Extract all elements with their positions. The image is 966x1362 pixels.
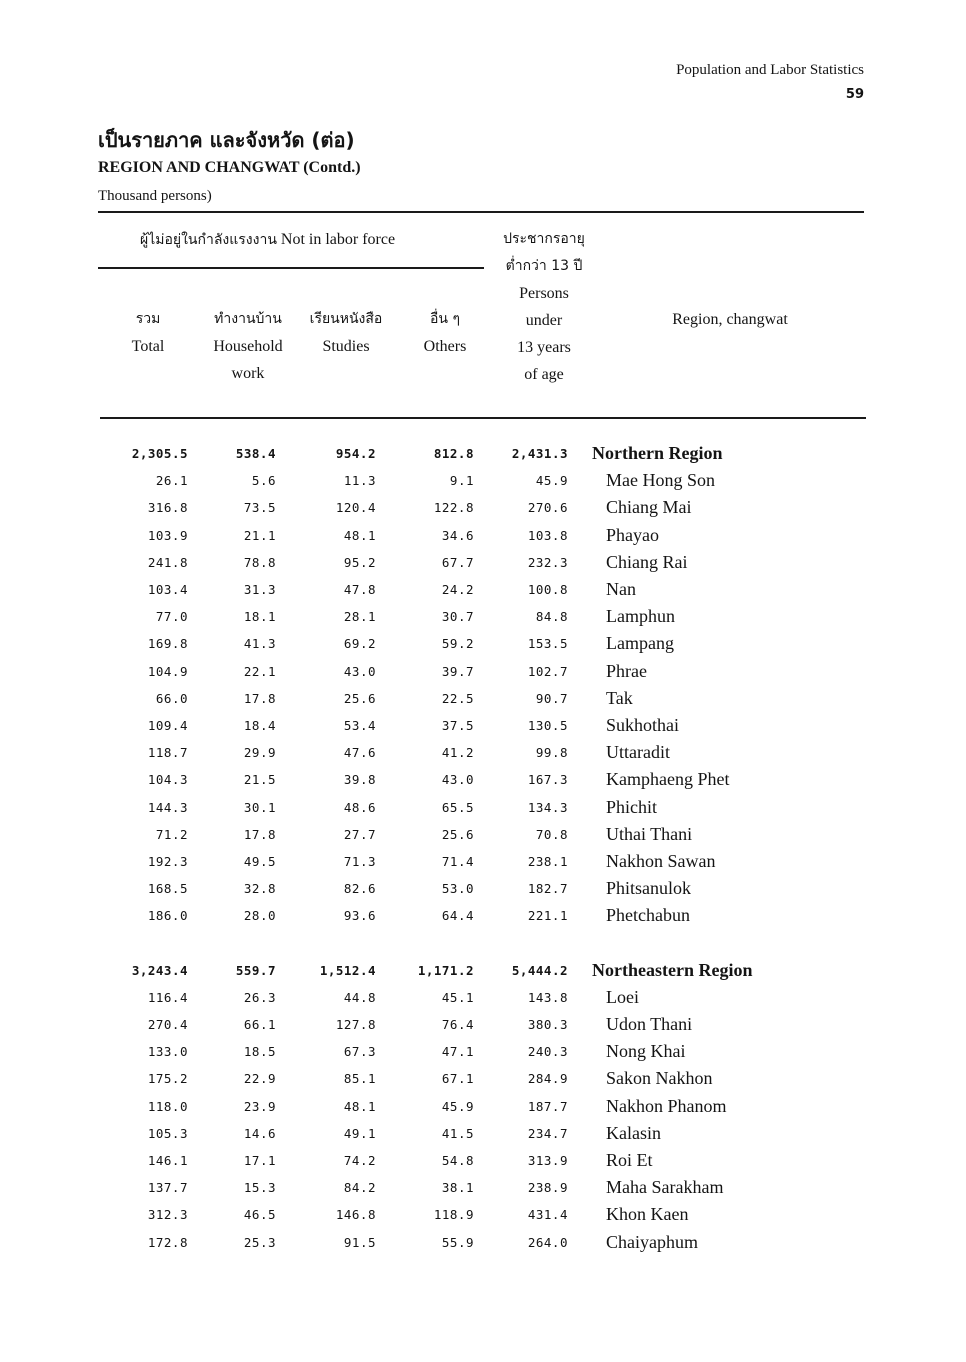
col-under13-thai-1: ประชากรอายุ <box>503 231 585 247</box>
household-cell: 5.6 <box>251 473 276 489</box>
changwat-name-cell: Roi Et <box>606 1149 653 1170</box>
household-cell: 31.3 <box>243 582 276 598</box>
changwat-name-cell: Nong Khai <box>606 1041 686 1062</box>
household-cell: 25.3 <box>243 1234 276 1250</box>
header-bottom-rule <box>100 417 866 419</box>
changwat-name-cell: Phitsanulok <box>606 878 692 899</box>
household-cell: 32.8 <box>243 881 276 897</box>
others-cell: 1,171.2 <box>417 962 474 978</box>
table-row <box>100 576 752 603</box>
col-others-thai: อื่น ๆ <box>430 311 460 327</box>
household-cell: 21.1 <box>243 527 276 543</box>
others-cell: 9.1 <box>449 473 474 489</box>
page-number: 59 <box>845 87 864 102</box>
studies-cell: 67.3 <box>343 1044 376 1060</box>
others-cell: 37.5 <box>441 717 474 733</box>
col-under13-english-1: Persons <box>519 285 569 302</box>
col-household-english-1: Household <box>213 338 283 355</box>
household-cell: 22.9 <box>243 1071 276 1087</box>
studies-cell: 43.0 <box>343 663 376 679</box>
total-cell: 66.0 <box>155 690 188 706</box>
under13-cell: 70.8 <box>535 826 568 842</box>
table-row <box>100 875 752 902</box>
col-under13-thai-2: ต่ำกว่า 13 ปี <box>505 258 583 274</box>
table-row <box>100 630 752 657</box>
household-cell: 18.4 <box>243 717 276 733</box>
top-rule <box>98 211 864 213</box>
studies-cell: 91.5 <box>343 1234 376 1250</box>
others-cell: 118.9 <box>433 1207 474 1223</box>
under13-cell: 100.8 <box>527 582 568 598</box>
total-cell: 118.0 <box>147 1098 188 1114</box>
table-row <box>100 467 752 494</box>
not-in-labor-force-group-header <box>140 226 460 254</box>
changwat-name-cell: Udon Thani <box>606 1014 693 1035</box>
studies-cell: 85.1 <box>343 1071 376 1087</box>
unit-note: Thousand persons) <box>98 188 212 204</box>
changwat-name-cell: Chaiyaphum <box>606 1231 698 1252</box>
others-cell: 30.7 <box>441 609 474 625</box>
under13-cell: 153.5 <box>527 636 568 652</box>
table-row <box>100 984 752 1011</box>
studies-cell: 47.8 <box>343 582 376 598</box>
table-row <box>100 712 752 739</box>
table-row <box>100 494 752 521</box>
household-cell: 29.9 <box>243 745 276 761</box>
household-cell: 21.5 <box>243 772 276 788</box>
total-cell: 316.8 <box>147 500 188 516</box>
studies-cell: 120.4 <box>335 500 376 516</box>
changwat-name-cell: Loei <box>606 986 639 1007</box>
under13-cell: 103.8 <box>527 527 568 543</box>
col-total-thai: รวม <box>135 311 161 327</box>
total-cell: 2,305.5 <box>131 446 188 462</box>
changwat-name-cell: Lamphun <box>606 606 675 627</box>
studies-cell: 93.6 <box>343 908 376 924</box>
section-spacer <box>100 929 752 956</box>
studies-cell: 48.1 <box>343 527 376 543</box>
changwat-name-cell: Kalasin <box>606 1122 661 1143</box>
others-cell: 25.6 <box>441 826 474 842</box>
studies-cell: 39.8 <box>343 772 376 788</box>
studies-cell: 25.6 <box>343 690 376 706</box>
total-cell: 146.1 <box>147 1152 188 1168</box>
others-cell: 55.9 <box>441 1234 474 1250</box>
under13-cell: 99.8 <box>535 745 568 761</box>
table-row <box>100 848 752 875</box>
changwat-name-cell: Phayao <box>606 524 659 545</box>
total-cell: 103.9 <box>147 527 188 543</box>
under13-cell: 187.7 <box>527 1098 568 1114</box>
studies-cell: 69.2 <box>343 636 376 652</box>
household-cell: 23.9 <box>243 1098 276 1114</box>
under13-cell: 221.1 <box>527 908 568 924</box>
under13-cell: 380.3 <box>527 1017 568 1033</box>
under13-cell: 130.5 <box>527 717 568 733</box>
others-cell: 76.4 <box>441 1017 474 1033</box>
others-cell: 67.1 <box>441 1071 474 1087</box>
others-cell: 71.4 <box>441 853 474 869</box>
table-row <box>100 603 752 630</box>
household-cell: 14.6 <box>243 1125 276 1141</box>
studies-cell: 11.3 <box>343 473 376 489</box>
others-cell: 34.6 <box>441 527 474 543</box>
under13-cell: 264.0 <box>527 1234 568 1250</box>
under13-cell: 5,444.2 <box>511 962 568 978</box>
col-header-under13 <box>492 226 596 388</box>
others-cell: 47.1 <box>441 1044 474 1060</box>
others-cell: 22.5 <box>441 690 474 706</box>
studies-cell: 954.2 <box>335 446 376 462</box>
under13-cell: 102.7 <box>527 663 568 679</box>
changwat-name-cell: Phrae <box>606 660 647 681</box>
group-header-thai: ผู้ไม่อยู่ในกำลังแรงงาน <box>140 232 277 248</box>
under13-cell: 84.8 <box>535 609 568 625</box>
others-cell: 38.1 <box>441 1180 474 1196</box>
total-cell: 137.7 <box>147 1180 188 1196</box>
total-cell: 175.2 <box>147 1071 188 1087</box>
studies-cell: 71.3 <box>343 853 376 869</box>
others-cell: 122.8 <box>433 500 474 516</box>
studies-cell: 84.2 <box>343 1180 376 1196</box>
household-cell: 559.7 <box>235 962 276 978</box>
table-row <box>100 1038 752 1065</box>
col-household-english-2: work <box>231 365 265 382</box>
table-row <box>100 1174 752 1201</box>
under13-cell: 90.7 <box>535 690 568 706</box>
studies-cell: 47.6 <box>343 745 376 761</box>
others-cell: 45.9 <box>441 1098 474 1114</box>
col-header-studies <box>298 306 394 360</box>
changwat-name-cell: Phichit <box>606 796 658 817</box>
household-cell: 17.8 <box>243 826 276 842</box>
region-total-row <box>100 440 752 467</box>
col-region-label: Region, changwat <box>672 311 788 328</box>
region-name-cell: Northern Region <box>592 443 723 464</box>
household-cell: 28.0 <box>243 908 276 924</box>
table-row <box>100 793 752 820</box>
studies-cell: 28.1 <box>343 609 376 625</box>
others-cell: 39.7 <box>441 663 474 679</box>
household-cell: 18.5 <box>243 1044 276 1060</box>
total-cell: 186.0 <box>147 908 188 924</box>
under13-cell: 167.3 <box>527 772 568 788</box>
changwat-name-cell: Uttaradit <box>606 742 670 763</box>
changwat-name-cell: Sukhothai <box>606 714 680 735</box>
household-cell: 26.3 <box>243 989 276 1005</box>
others-cell: 41.5 <box>441 1125 474 1141</box>
table-title-thai: เป็นรายภาค และจังหวัด (ต่อ) <box>98 128 355 152</box>
table-row <box>100 1147 752 1174</box>
under13-cell: 431.4 <box>527 1207 568 1223</box>
total-cell: 26.1 <box>155 473 188 489</box>
under13-cell: 270.6 <box>527 500 568 516</box>
statistics-table <box>100 440 752 1256</box>
changwat-name-cell: Khon Kaen <box>606 1204 689 1225</box>
household-cell: 41.3 <box>243 636 276 652</box>
changwat-name-cell: Chiang Rai <box>606 551 688 572</box>
col-under13-english-3: 13 years <box>517 339 571 356</box>
col-studies-thai: เรียนหนังสือ <box>309 311 383 327</box>
table-title-english: REGION AND CHANGWAT (Contd.) <box>98 159 361 176</box>
changwat-name-cell: Maha Sarakham <box>606 1177 724 1198</box>
under13-cell: 45.9 <box>535 473 568 489</box>
household-cell: 49.5 <box>243 853 276 869</box>
under13-cell: 234.7 <box>527 1125 568 1141</box>
changwat-name-cell: Sakon Nakhon <box>606 1068 713 1089</box>
others-cell: 59.2 <box>441 636 474 652</box>
household-cell: 15.3 <box>243 1180 276 1196</box>
household-cell: 538.4 <box>235 446 276 462</box>
total-cell: 144.3 <box>147 799 188 815</box>
table-row <box>100 658 752 685</box>
under13-cell: 240.3 <box>527 1044 568 1060</box>
under13-cell: 238.9 <box>527 1180 568 1196</box>
table-row <box>100 522 752 549</box>
col-total-english: Total <box>131 338 165 355</box>
table-row <box>100 685 752 712</box>
group-header-underline <box>98 267 484 269</box>
table-row <box>100 739 752 766</box>
col-others-english: Others <box>423 338 467 355</box>
studies-cell: 95.2 <box>343 554 376 570</box>
total-cell: 71.2 <box>155 826 188 842</box>
table-row <box>100 1201 752 1228</box>
under13-cell: 284.9 <box>527 1071 568 1087</box>
col-under13-english-2: under <box>525 312 563 329</box>
table-row <box>100 1120 752 1147</box>
total-cell: 133.0 <box>147 1044 188 1060</box>
total-cell: 104.9 <box>147 663 188 679</box>
studies-cell: 1,512.4 <box>319 962 376 978</box>
total-cell: 104.3 <box>147 772 188 788</box>
col-household-thai: ทำงานบ้าน <box>214 311 282 327</box>
table-row <box>100 1228 752 1255</box>
total-cell: 241.8 <box>147 554 188 570</box>
col-under13-english-4: of age <box>524 366 564 383</box>
col-header-others <box>405 306 485 360</box>
table-row <box>100 1093 752 1120</box>
household-cell: 46.5 <box>243 1207 276 1223</box>
changwat-name-cell: Tak <box>606 687 633 708</box>
changwat-name-cell: Chiang Mai <box>606 497 692 518</box>
changwat-name-cell: Kamphaeng Phet <box>606 769 730 790</box>
changwat-name-cell: Nakhon Sawan <box>606 850 716 871</box>
total-cell: 312.3 <box>147 1207 188 1223</box>
studies-cell: 82.6 <box>343 881 376 897</box>
total-cell: 270.4 <box>147 1017 188 1033</box>
under13-cell: 2,431.3 <box>511 446 568 462</box>
under13-cell: 232.3 <box>527 554 568 570</box>
household-cell: 30.1 <box>243 799 276 815</box>
changwat-name-cell: Nan <box>606 579 636 600</box>
total-cell: 168.5 <box>147 881 188 897</box>
total-cell: 105.3 <box>147 1125 188 1141</box>
others-cell: 812.8 <box>433 446 474 462</box>
others-cell: 43.0 <box>441 772 474 788</box>
studies-cell: 127.8 <box>335 1017 376 1033</box>
group-header-english: Not in labor force <box>280 231 396 248</box>
changwat-name-cell: Mae Hong Son <box>606 470 715 491</box>
studies-cell: 48.6 <box>343 799 376 815</box>
household-cell: 17.1 <box>243 1152 276 1168</box>
others-cell: 24.2 <box>441 582 474 598</box>
studies-cell: 44.8 <box>343 989 376 1005</box>
others-cell: 65.5 <box>441 799 474 815</box>
others-cell: 54.8 <box>441 1152 474 1168</box>
studies-cell: 74.2 <box>343 1152 376 1168</box>
studies-cell: 49.1 <box>343 1125 376 1141</box>
total-cell: 109.4 <box>147 717 188 733</box>
studies-cell: 48.1 <box>343 1098 376 1114</box>
total-cell: 3,243.4 <box>131 962 188 978</box>
household-cell: 73.5 <box>243 500 276 516</box>
table-row <box>100 902 752 929</box>
studies-cell: 27.7 <box>343 826 376 842</box>
household-cell: 66.1 <box>243 1017 276 1033</box>
region-name-cell: Northeastern Region <box>592 959 753 980</box>
under13-cell: 143.8 <box>527 989 568 1005</box>
changwat-name-cell: Lampang <box>606 633 674 654</box>
changwat-name-cell: Phetchabun <box>606 905 690 926</box>
others-cell: 64.4 <box>441 908 474 924</box>
changwat-name-cell: Nakhon Phanom <box>606 1095 727 1116</box>
total-cell: 77.0 <box>155 609 188 625</box>
table-row <box>100 821 752 848</box>
total-cell: 169.8 <box>147 636 188 652</box>
total-cell: 192.3 <box>147 853 188 869</box>
total-cell: 118.7 <box>147 745 188 761</box>
col-header-total <box>118 306 178 360</box>
statistics-table-body <box>100 440 752 1256</box>
table-row <box>100 549 752 576</box>
others-cell: 53.0 <box>441 881 474 897</box>
household-cell: 18.1 <box>243 609 276 625</box>
household-cell: 17.8 <box>243 690 276 706</box>
under13-cell: 134.3 <box>527 799 568 815</box>
under13-cell: 313.9 <box>527 1152 568 1168</box>
household-cell: 22.1 <box>243 663 276 679</box>
col-header-household <box>198 306 298 387</box>
table-row <box>100 1065 752 1092</box>
studies-cell: 53.4 <box>343 717 376 733</box>
others-cell: 41.2 <box>441 745 474 761</box>
table-row <box>100 1011 752 1038</box>
total-cell: 116.4 <box>147 989 188 1005</box>
region-total-row <box>100 957 752 984</box>
others-cell: 45.1 <box>441 989 474 1005</box>
total-cell: 172.8 <box>147 1234 188 1250</box>
studies-cell: 146.8 <box>335 1207 376 1223</box>
total-cell: 103.4 <box>147 582 188 598</box>
household-cell: 78.8 <box>243 554 276 570</box>
others-cell: 67.7 <box>441 554 474 570</box>
col-studies-english: Studies <box>322 338 370 355</box>
running-title: Population and Labor Statistics <box>676 62 864 78</box>
under13-cell: 182.7 <box>527 881 568 897</box>
table-row <box>100 766 752 793</box>
changwat-name-cell: Uthai Thani <box>606 823 693 844</box>
under13-cell: 238.1 <box>527 853 568 869</box>
col-header-region <box>620 306 840 333</box>
